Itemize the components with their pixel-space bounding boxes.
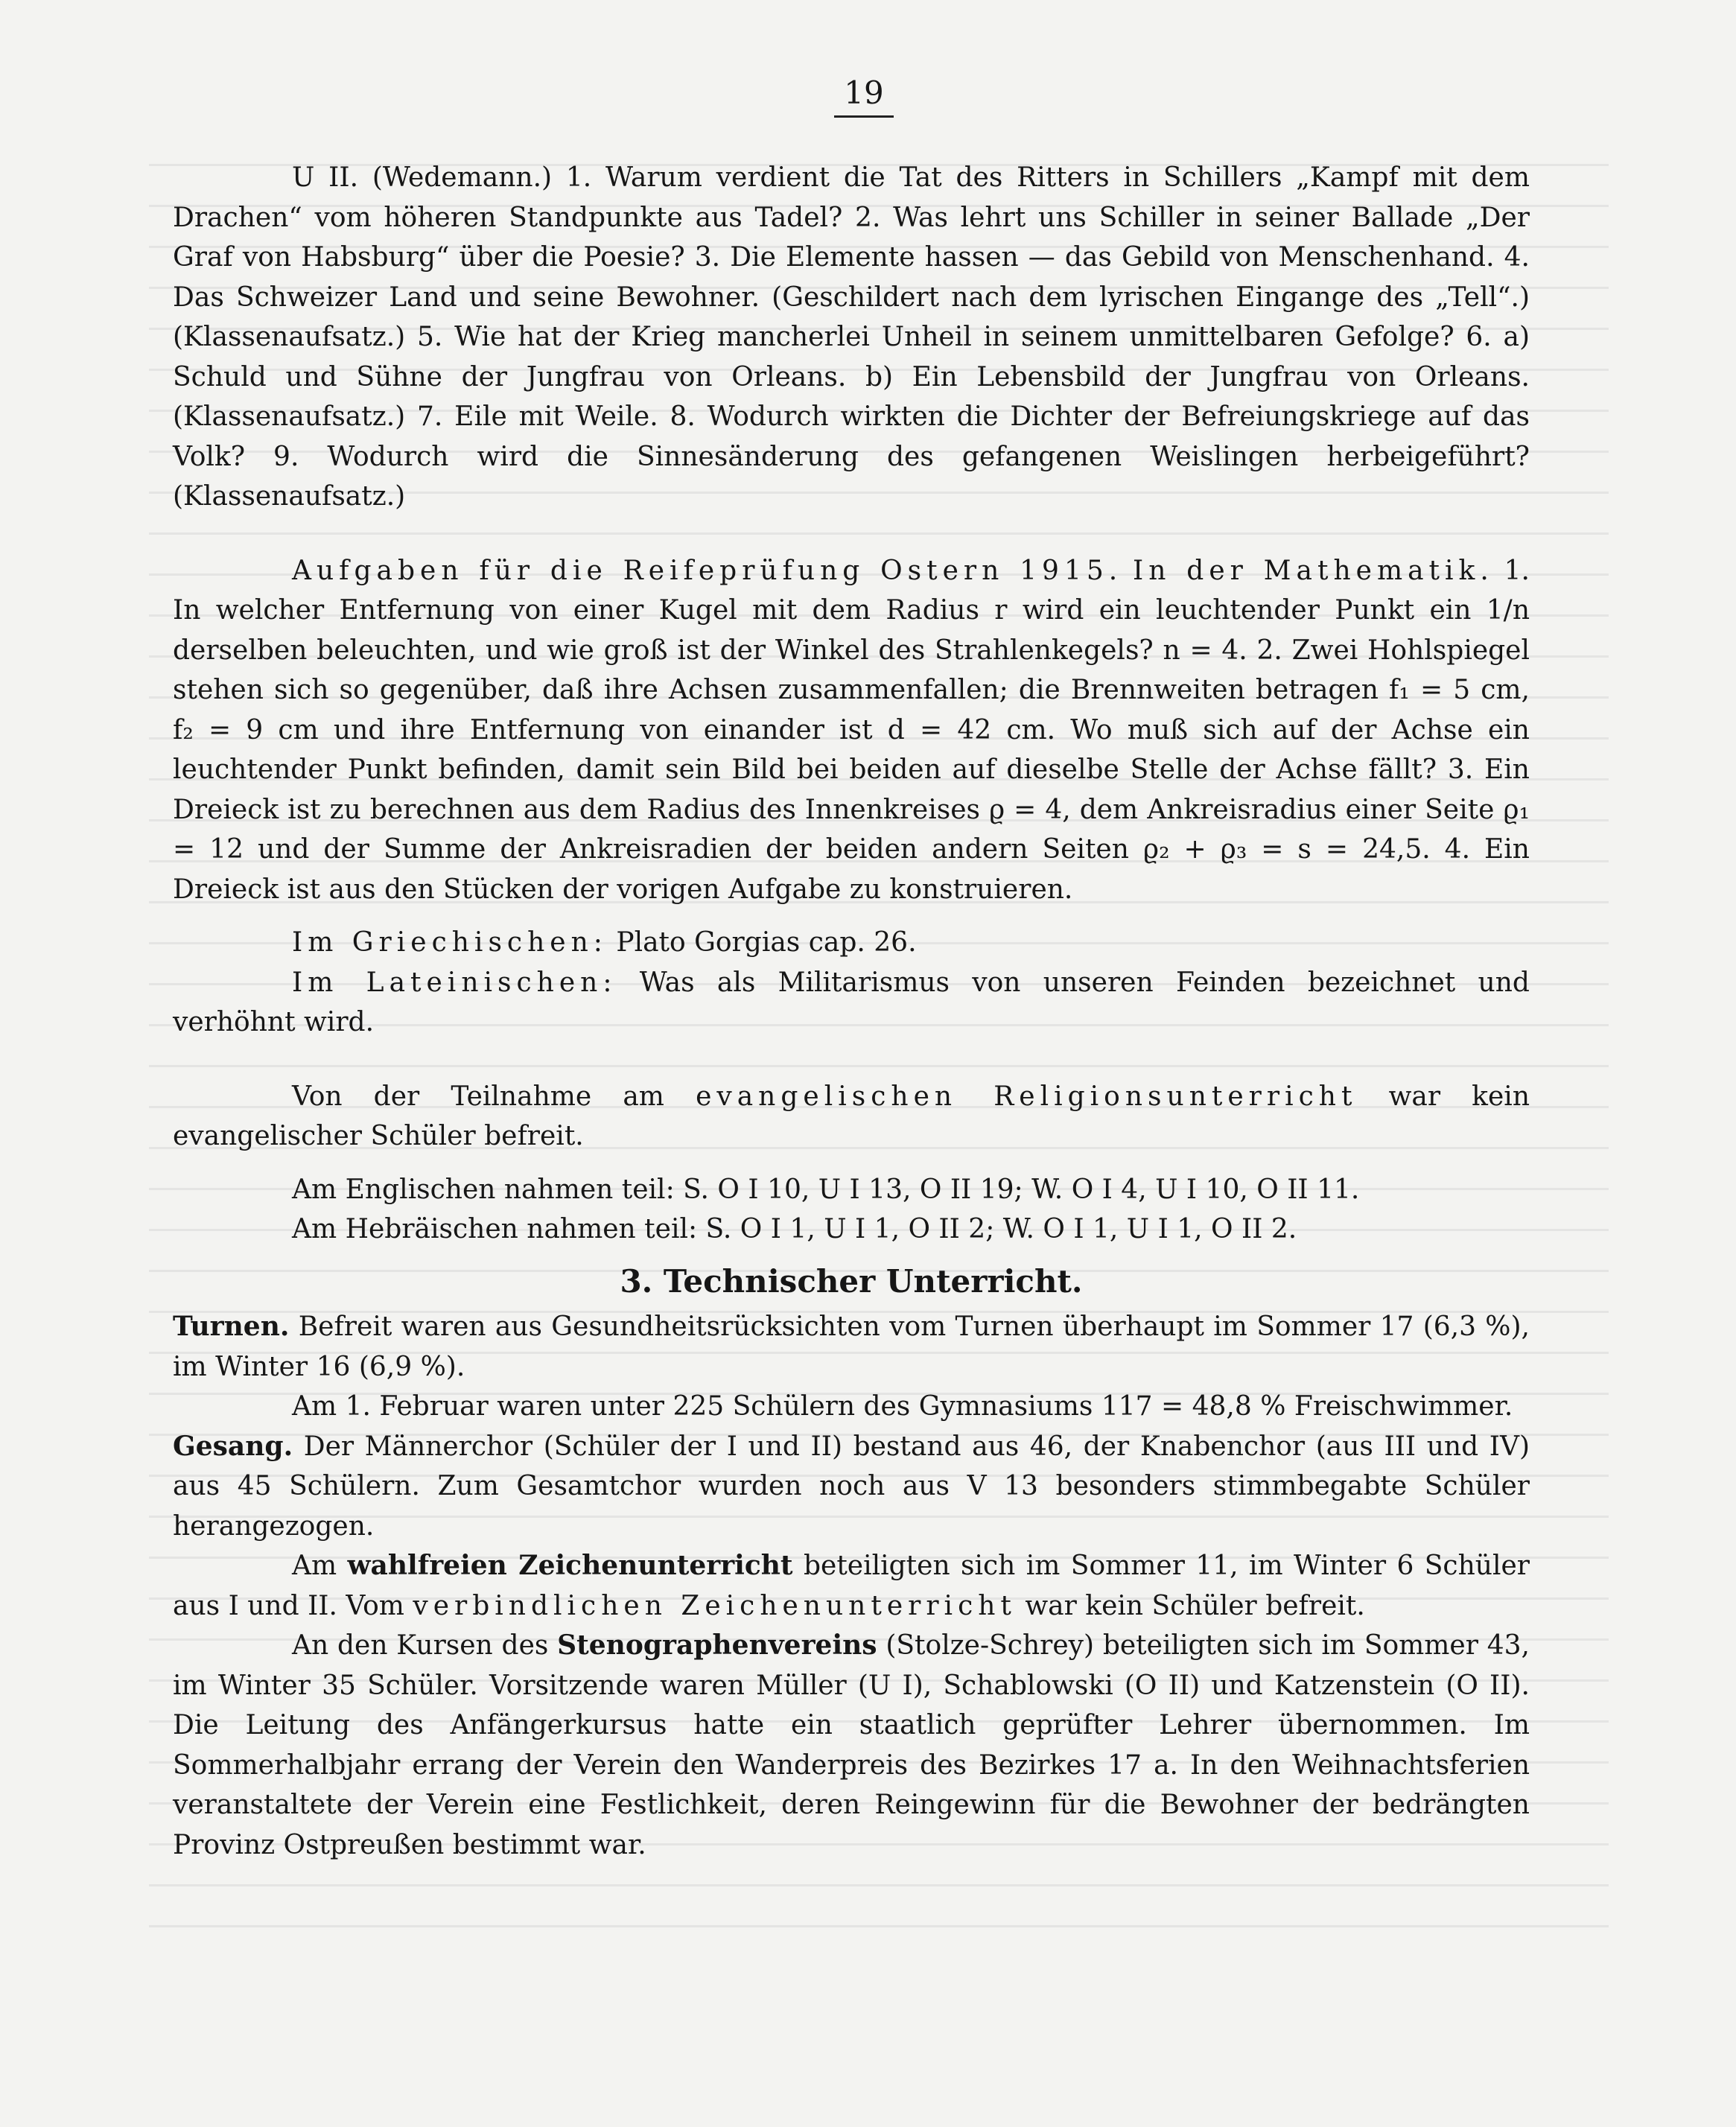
math-exam-tasks [173,551,1530,910]
turnen-text: Befreit waren aus Gesundheitsrücksichten vom Turnen überhaupt im Sommer 17 (6,3 %), im Winter 16 (6,9 %). [173,1312,1530,1382]
drawing-paragraph [173,1546,1530,1626]
latin-text: Was als Militarismus von unseren Feinden bezeichnet und verhöhnt wird. [173,967,1530,1037]
drawing-mandatory: verbindlichen Zeichenunterricht [413,1590,1017,1621]
exam-heading: Aufgaben für die Reifeprüfung Ostern 1915. [292,555,1123,586]
religion-subject: evangelischen Religionsunterricht [696,1081,1358,1112]
steno-text: (Stolze-Schrey) beteiligten sich im Sommer 43, im Winter 35 Schüler. Vorsitzende waren Müller (U I), Schablowski (O II) und Katzenstein (O II). Die Leitung des Anfängerkursus hatte ein staatlich geprüfter Lehrer übernommen. Im Sommerhalbjahr errang der Verein den Wanderpreis des Bezirkes 17 a. In den Weihnachtsferien veranstaltete der Verein eine Festlichkeit, deren Reingewinn für die Bewohner der bedrängten Provinz Ostpreußen bestimmt war. [173,1630,1530,1860]
latin-label: Im Lateinischen: [292,967,617,998]
steno-club: Stenographenvereins [557,1630,877,1661]
english-participation: Am Englischen nahmen teil: S. O I 10, U I 13, O II 19; W. O I 4, U I 10, O II 11. [292,1174,1360,1205]
gesang-label: Gesang. [173,1430,293,1462]
steno-pre: An den Kursen des [292,1630,549,1661]
gesang-paragraph [173,1427,1530,1547]
religion-exemption [173,1077,1530,1157]
uii-essay-topics: U II. (Wedemann.) 1. Warum verdient die Tat des Ritters in Schillers „Kampf mit dem Drachen“ vom höheren Standpunkte aus Tadel? 2. Was lehrt uns Schiller in seiner Ballade „Der Graf von Habsburg“ über die Poesie? 3. Die Elemente hassen — das Gebild von Menschenhand. 4. Das Schweizer Land und seine Bewohner. (Geschildert nach dem lyrischen Eingange des „Tell“.) (Klassenaufsatz.) 5. Wie hat der Krieg mancherlei Unheil in seinem unmittelbaren Gefolge? 6. a) Schuld und Sühne der Jungfrau von Orleans. b) Ein Lebensbild der Jungfrau von Orleans. (Klassenaufsatz.) 7. Eile mit Weile. 8. Wodurch wirkten die Dichter der Befreiungskriege auf das Volk? 9. Wodurch wird die Sinnesänderung des gefangenen Weislingen herbeigeführt? (Klassenaufsatz.) [173,162,1530,512]
gesang-text: Der Männerchor (Schüler der I und II) bestand aus 46, der Knabenchor (aus III und IV) aus 45 Schülern. Zum Gesamtchor wurden noch aus V 13 besonders stimmbegabte Schüler herangezogen. [173,1431,1530,1542]
latin-task [173,963,1530,1043]
section-heading: 3. Technischer Unterricht. [620,1262,1083,1300]
drawing-post: war kein Schüler befreit. [1025,1590,1365,1621]
greek-text: Plato Gorgias cap. 26. [616,927,917,958]
religion-text-after: war kein evangelischer Schüler befreit. [173,1081,1530,1151]
turnen-label: Turnen. [173,1311,290,1342]
drawing-pre: Am [292,1551,337,1581]
math-text: 1. In welcher Entfernung von einer Kugel mit dem Radius r wird ein leuchtender Punkt ein 1/n derselben beleuchten, und wie groß ist der Winkel des Strahlenkegels? n = 4. 2. Zwei Hohlspiegel stehen sich so gegenüber, daß ihre Achsen zusammenfallen; die Brennweiten betragen f₁ = 5 cm, f₂ = 9 cm und ihre Entfernung von einander ist d = 42 cm. Wo muß sich auf der Achse ein leuchtender Punkt befinden, damit sein Bild bei beiden auf dieselbe Stelle der Achse fällt? 3. Ein Dreieck ist zu berechnen aus dem Radius des Innenkreises ϱ = 4, dem Ankreisradius einer Seite ϱ₁ = 12 und der Summe der Ankreisradien der beiden andern Seiten ϱ₂ + ϱ₃ = s = 24,5. 4. Ein Dreieck ist aus den Stücken der vorigen Aufgabe zu konstruieren. [173,555,1530,905]
drawing-optional: wahlfreien Zeichenunterricht [347,1550,793,1581]
religion-text-before: Von der Teilnahme am [292,1081,664,1112]
page-body [173,158,1530,1865]
math-subject: In der Mathematik. [1133,555,1494,586]
drawing-mid: beteiligten sich im Sommer 11, im Winter 6 Schüler aus I und II. Vom [173,1551,1530,1621]
greek-task [173,923,1530,963]
stenography-paragraph [173,1626,1530,1865]
hebrew-participation: Am Hebräischen nahmen teil: S. O I 1, U I 1, O II 2; W. O I 1, U I 1, O II 2. [292,1214,1297,1244]
turnen-paragraph [173,1307,1530,1387]
page-number: 19 [834,74,894,118]
greek-label: Im Griechischen: [292,927,608,958]
swimmers-paragraph: Am 1. Februar waren unter 225 Schülern des Gymnasiums 117 = 48,8 % Freischwimmer. [292,1391,1513,1422]
